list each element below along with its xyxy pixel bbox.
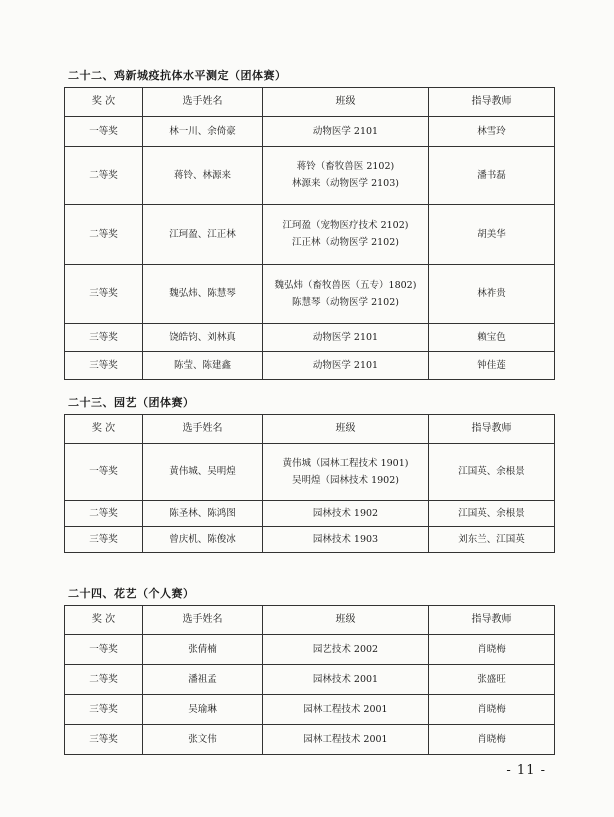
class-line: 动物医学 2101 xyxy=(312,125,379,137)
class-line: 魏弘炜（畜牧兽医（五专）1802) xyxy=(274,279,417,291)
names-cell: 蒋铃、林源来 xyxy=(143,147,263,205)
table-header-row xyxy=(65,415,555,444)
class-line: 园林技术 2001 xyxy=(312,673,379,685)
teacher-cell: 张盛旺 xyxy=(429,665,555,695)
teacher-cell: 肖晓梅 xyxy=(429,635,555,665)
table-row xyxy=(65,147,555,205)
names-cell: 吴瑜琳 xyxy=(143,695,263,725)
award-cell: 二等奖 xyxy=(65,147,143,205)
names-cell: 陈莹、陈建鑫 xyxy=(143,352,263,380)
award-cell: 三等奖 xyxy=(65,527,143,553)
award-cell: 二等奖 xyxy=(65,665,143,695)
class-line: 蒋铃（畜牧兽医 2102) xyxy=(296,161,395,173)
award-cell: 一等奖 xyxy=(65,444,143,501)
header-name: 选手姓名 xyxy=(143,606,263,635)
class-line: 陈慧琴（动物医学 2102) xyxy=(292,296,399,308)
teacher-cell: 肖晓梅 xyxy=(429,725,555,755)
class-cell xyxy=(263,635,429,665)
award-cell: 三等奖 xyxy=(65,695,143,725)
names-cell: 黄伟城、吴明煌 xyxy=(143,444,263,501)
award-cell: 二等奖 xyxy=(65,501,143,527)
class-line: 园林技术 1903 xyxy=(312,533,379,545)
table-row xyxy=(65,205,555,265)
names-cell: 魏弘炜、陈慧琴 xyxy=(143,265,263,324)
class-line: 动物医学 2101 xyxy=(312,359,379,371)
table-row xyxy=(65,501,555,527)
award-cell: 二等奖 xyxy=(65,205,143,265)
table-header-row xyxy=(65,606,555,635)
header-name: 选手姓名 xyxy=(143,415,263,444)
award-cell: 三等奖 xyxy=(65,265,143,324)
teacher-cell: 刘东兰、江国英 xyxy=(429,527,555,553)
section-title-24: 二十四、花艺（个人赛） xyxy=(68,587,195,600)
names-cell: 陈圣林、陈鸿图 xyxy=(143,501,263,527)
class-line: 江正林（动物医学 2102) xyxy=(292,237,399,248)
class-cell xyxy=(263,695,429,725)
class-line: 动物医学 2101 xyxy=(312,331,379,343)
teacher-cell: 江国英、余根景 xyxy=(429,501,555,527)
award-cell: 三等奖 xyxy=(65,725,143,755)
table-header-row xyxy=(65,88,555,117)
names-cell: 曾庆机、陈俊冰 xyxy=(143,527,263,553)
class-cell xyxy=(263,117,429,147)
teacher-cell: 林祚贵 xyxy=(429,265,555,324)
award-cell: 三等奖 xyxy=(65,352,143,380)
award-table-23 xyxy=(64,414,555,553)
teacher-cell: 赖宝色 xyxy=(429,324,555,352)
table-row xyxy=(65,527,555,553)
class-line: 林源来（动物医学 2103) xyxy=(292,178,399,189)
class-line: 园林工程技术 2001 xyxy=(303,703,388,715)
class-line: 黄伟城（园林工程技术 1901) xyxy=(282,457,409,469)
class-line: 园林技术 1902 xyxy=(312,507,379,519)
names-cell: 张倩楠 xyxy=(143,635,263,665)
table-row xyxy=(65,695,555,725)
class-cell xyxy=(263,444,429,501)
class-line: 江珂盈（宠物医疗技术 2102) xyxy=(282,220,409,232)
section-title-23: 二十三、园艺（团体赛） xyxy=(68,396,195,409)
names-cell: 潘祖孟 xyxy=(143,665,263,695)
teacher-cell: 江国英、余根景 xyxy=(429,444,555,501)
header-teacher: 指导教师 xyxy=(429,88,555,117)
page-number: - 11 - xyxy=(506,763,546,778)
table-row xyxy=(65,117,555,147)
header-award: 奖 次 xyxy=(65,88,143,117)
header-award: 奖 次 xyxy=(65,606,143,635)
class-cell xyxy=(263,265,429,324)
header-class: 班级 xyxy=(263,415,429,444)
class-cell xyxy=(263,665,429,695)
teacher-cell: 潘书磊 xyxy=(429,147,555,205)
names-cell: 江珂盈、江正林 xyxy=(143,205,263,265)
header-class: 班级 xyxy=(263,606,429,635)
class-cell xyxy=(263,527,429,553)
table-row xyxy=(65,265,555,324)
header-name: 选手姓名 xyxy=(143,88,263,117)
teacher-cell: 钟佳莲 xyxy=(429,352,555,380)
teacher-cell: 林雪玲 xyxy=(429,117,555,147)
class-cell xyxy=(263,205,429,265)
header-award: 奖 次 xyxy=(65,415,143,444)
class-line: 吴明煌（园林技术 1902) xyxy=(292,474,399,486)
table-row xyxy=(65,635,555,665)
teacher-cell: 肖晓梅 xyxy=(429,695,555,725)
teacher-cell: 胡美华 xyxy=(429,205,555,265)
table-row xyxy=(65,352,555,380)
class-cell xyxy=(263,725,429,755)
header-teacher: 指导教师 xyxy=(429,606,555,635)
award-cell: 一等奖 xyxy=(65,635,143,665)
names-cell: 张文伟 xyxy=(143,725,263,755)
award-table-24 xyxy=(64,605,555,755)
names-cell: 林一川、余倚豪 xyxy=(143,117,263,147)
class-line: 园林工程技术 2001 xyxy=(303,733,388,745)
award-table-22 xyxy=(64,87,555,380)
class-cell xyxy=(263,324,429,352)
table-row xyxy=(65,665,555,695)
award-cell: 一等奖 xyxy=(65,117,143,147)
class-line: 园艺技术 2002 xyxy=(312,643,379,655)
class-cell xyxy=(263,501,429,527)
header-teacher: 指导教师 xyxy=(429,415,555,444)
table-row xyxy=(65,444,555,501)
table-row xyxy=(65,725,555,755)
table-row xyxy=(65,324,555,352)
names-cell: 饶皓钧、刘林真 xyxy=(143,324,263,352)
section-title-22: 二十二、鸡新城疫抗体水平测定（团体赛） xyxy=(68,69,287,82)
award-cell: 三等奖 xyxy=(65,324,143,352)
class-cell xyxy=(263,352,429,380)
header-class: 班级 xyxy=(263,88,429,117)
class-cell xyxy=(263,147,429,205)
